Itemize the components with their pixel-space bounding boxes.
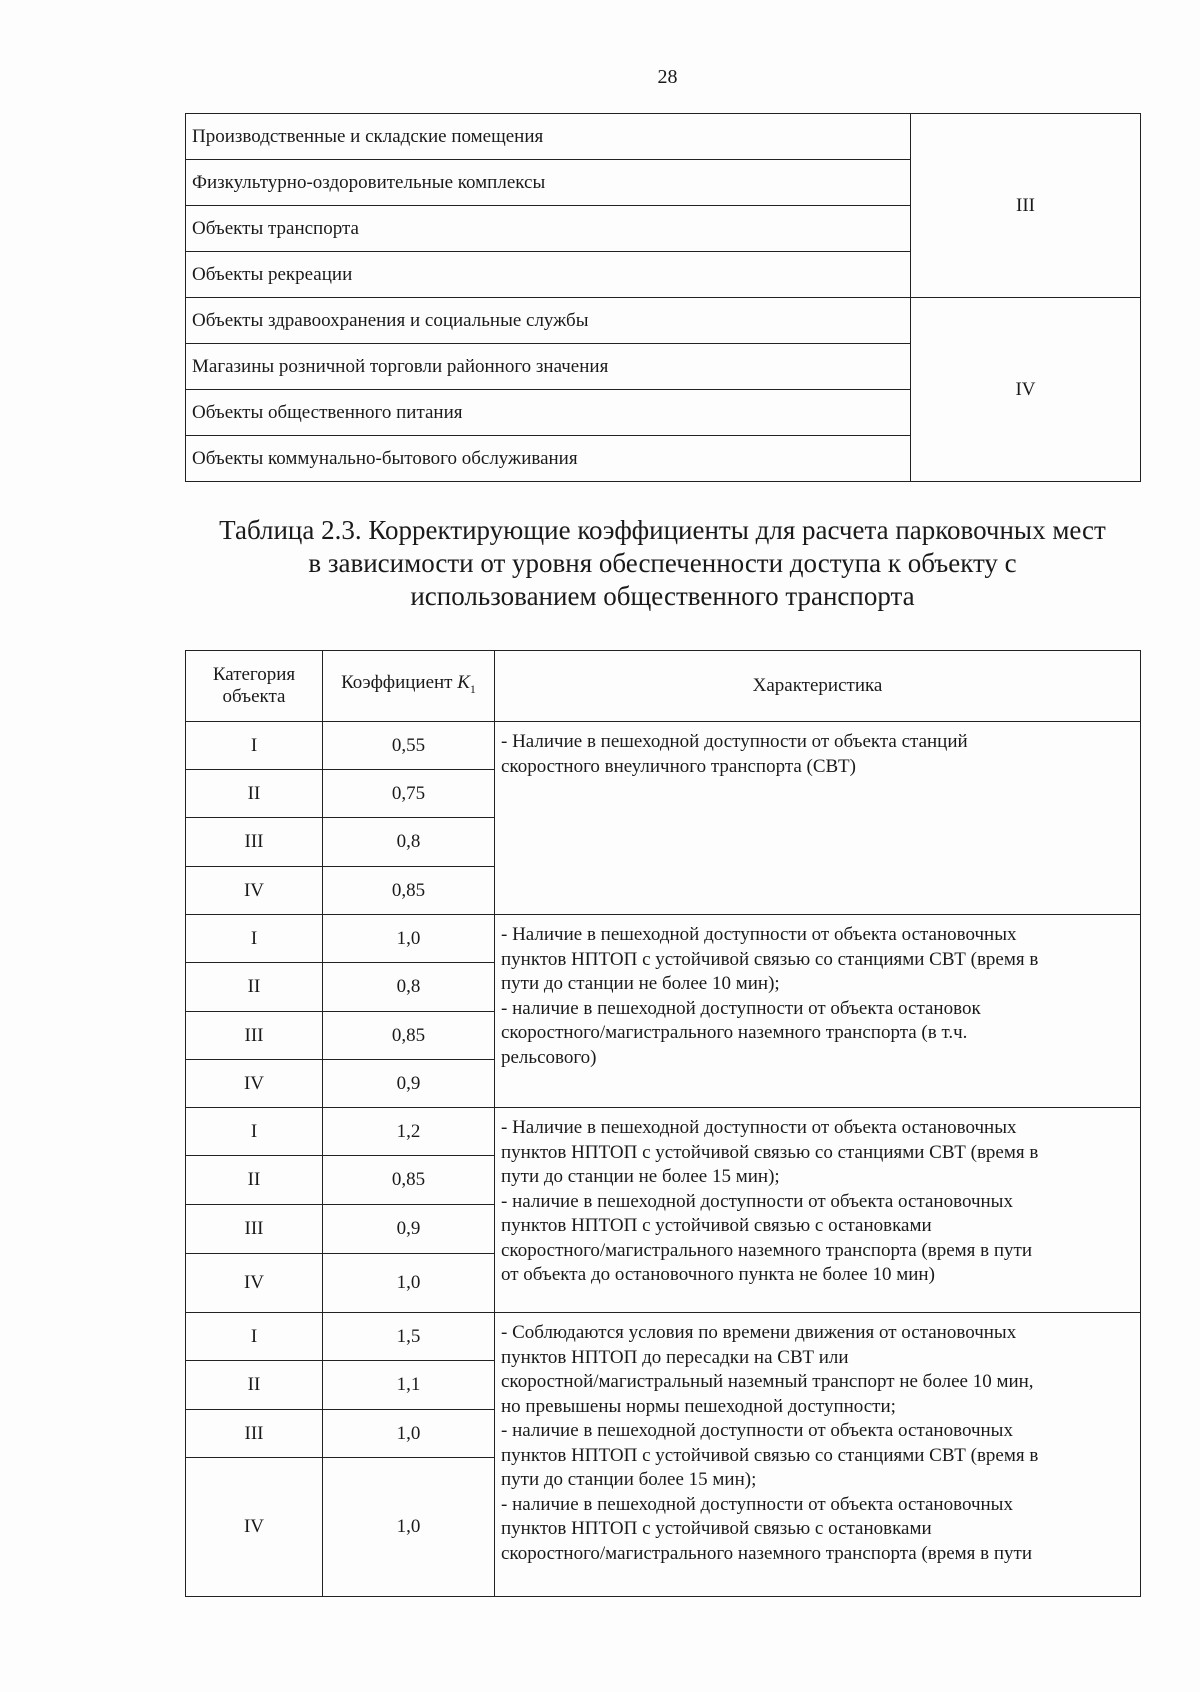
- coefficient-symbol: K: [457, 672, 470, 694]
- characteristic-line: пунктов НПТОП с устойчивой связью со станциями СВТ (время в: [501, 1141, 1039, 1163]
- characteristic-line: - Наличие в пешеходной доступности от объекта станций: [501, 731, 968, 752]
- table-row: [186, 1313, 1141, 1361]
- characteristic-line: пути до станции не более 10 мин);: [501, 973, 780, 994]
- characteristic-line: - наличие в пешеходной доступности от объекта остановок: [501, 997, 981, 1019]
- caption-line: Таблица 2.3. Корректирующие коэффициенты для расчета парковочных мест: [219, 515, 1106, 545]
- characteristic-line: - наличие в пешеходной доступности от объекта остановочных: [501, 1190, 1013, 1212]
- coefficient-cell: 0,8: [323, 818, 495, 867]
- coefficient-cell: 1,0: [323, 1410, 495, 1458]
- category-cell: IV: [186, 867, 323, 915]
- caption-line: в зависимости от уровня обеспеченности доступа к объекту с: [308, 548, 1017, 578]
- coefficient-cell: 1,5: [323, 1313, 495, 1361]
- coefficient-cell: 0,85: [323, 1012, 495, 1060]
- header-characteristic: Характеристика: [495, 651, 1141, 722]
- characteristic-line: пунктов НПТОП с устойчивой связью со станциями СВТ (время в: [501, 1444, 1039, 1466]
- characteristic-cell: [495, 722, 1141, 915]
- characteristic-line: - Соблюдаются условия по времени движения от остановочных: [501, 1322, 1017, 1343]
- category-cell: IV: [186, 1458, 323, 1597]
- category-cell: III: [186, 818, 323, 867]
- characteristic-line: пунктов НПТОП с устойчивой связью со станциями СВТ (время в: [501, 948, 1039, 970]
- category-cell: II: [186, 1156, 323, 1205]
- characteristic-line: скоростного/магистрального наземного транспорта (время в пути: [501, 1239, 1033, 1261]
- category-cell: I: [186, 1108, 323, 1156]
- characteristic-line: но превышены нормы пешеходной доступности;: [501, 1395, 896, 1417]
- category-cell: IV: [186, 1060, 323, 1108]
- object-type-cell: Физкультурно-оздоровительные комплексы: [186, 160, 911, 206]
- characteristic-line: пунктов НПТОП с устойчивой связью с остановками: [501, 1518, 932, 1539]
- category-cell: III: [186, 1410, 323, 1458]
- characteristic-line: - наличие в пешеходной доступности от объекта остановочных: [501, 1493, 1013, 1515]
- coefficient-cell: 0,8: [323, 963, 495, 1012]
- table-row: [186, 298, 1141, 344]
- caption-line: использованием общественного транспорта: [410, 581, 915, 611]
- coefficient-cell: 1,0: [323, 1254, 495, 1313]
- category-cell: IV: [186, 1254, 323, 1313]
- characteristic-line: - Наличие в пешеходной доступности от объекта остановочных: [501, 924, 1017, 945]
- category-cell: I: [186, 722, 323, 770]
- coefficient-cell: 1,0: [323, 1458, 495, 1597]
- object-type-cell: Объекты здравоохранения и социальные службы: [186, 298, 911, 344]
- category-cell: II: [186, 770, 323, 818]
- category-cell: III: [186, 1205, 323, 1254]
- characteristic-line: пути до станции не более 15 мин);: [501, 1166, 780, 1187]
- coefficient-subscript: 1: [469, 681, 476, 696]
- object-type-cell: Объекты общественного питания: [186, 390, 911, 436]
- object-type-cell: Производственные и складские помещения: [186, 114, 911, 160]
- coefficients-table: [185, 650, 1141, 1597]
- table-caption: [185, 514, 1140, 613]
- coefficient-cell: 0,85: [323, 1156, 495, 1205]
- characteristic-line: пути до станции более 15 мин);: [501, 1469, 757, 1490]
- coefficient-cell: 0,9: [323, 1060, 495, 1108]
- characteristic-line: скоростного/магистрального наземного транспорта (время в пути: [501, 1542, 1033, 1564]
- object-type-cell: Объекты коммунально-бытового обслуживания: [186, 436, 911, 482]
- characteristic-line: скоростного/магистрального наземного транспорта (в т.ч.: [501, 1022, 968, 1043]
- characteristic-line: пунктов НПТОП с устойчивой связью с остановками: [501, 1215, 932, 1236]
- table-row: [186, 114, 1141, 160]
- characteristic-line: - наличие в пешеходной доступности от объекта остановочных: [501, 1420, 1013, 1441]
- page-number: 28: [657, 66, 678, 88]
- characteristic-cell: [495, 1313, 1141, 1597]
- characteristic-line: пунктов НПТОП до пересадки на СВТ или: [501, 1346, 849, 1368]
- category-cell: III: [911, 114, 1141, 298]
- header-category: [186, 651, 323, 722]
- object-type-cell: Объекты транспорта: [186, 206, 911, 252]
- category-cell: III: [186, 1012, 323, 1060]
- characteristic-line: от объекта до остановочного пункта не более 10 мин): [501, 1264, 935, 1285]
- header-category-line: объекта: [222, 686, 286, 707]
- category-cell: I: [186, 1313, 323, 1361]
- characteristic-cell: [495, 1108, 1141, 1313]
- coefficient-cell: 0,85: [323, 867, 495, 915]
- coefficient-cell: 1,2: [323, 1108, 495, 1156]
- category-cell: II: [186, 1361, 323, 1410]
- characteristic-cell: [495, 915, 1141, 1108]
- header-coefficient-label: Коэффициент: [341, 672, 458, 694]
- category-cell: IV: [911, 298, 1141, 482]
- table-row: [186, 1108, 1141, 1156]
- coefficient-cell: 1,1: [323, 1361, 495, 1410]
- table-row: [186, 722, 1141, 770]
- coefficient-cell: 0,55: [323, 722, 495, 770]
- header-category-line: Категория: [212, 664, 296, 685]
- coefficient-cell: 0,9: [323, 1205, 495, 1254]
- category-cell: I: [186, 915, 323, 963]
- object-type-cell: Магазины розничной торговли районного значения: [186, 344, 911, 390]
- header-row: [186, 651, 1141, 722]
- object-category-table: [185, 113, 1141, 482]
- coefficient-cell: 0,75: [323, 770, 495, 818]
- object-type-cell: Объекты рекреации: [186, 252, 911, 298]
- header-coefficient: [323, 651, 495, 722]
- characteristic-line: скоростной/магистральный наземный транспорт не более 10 мин,: [501, 1371, 1034, 1392]
- characteristic-line: скоростного внеуличного транспорта (СВТ): [501, 755, 856, 777]
- characteristic-line: - Наличие в пешеходной доступности от объекта остановочных: [501, 1117, 1017, 1138]
- coefficient-cell: 1,0: [323, 915, 495, 963]
- characteristic-line: рельсового): [501, 1046, 597, 1068]
- table-row: [186, 915, 1141, 963]
- category-cell: II: [186, 963, 323, 1012]
